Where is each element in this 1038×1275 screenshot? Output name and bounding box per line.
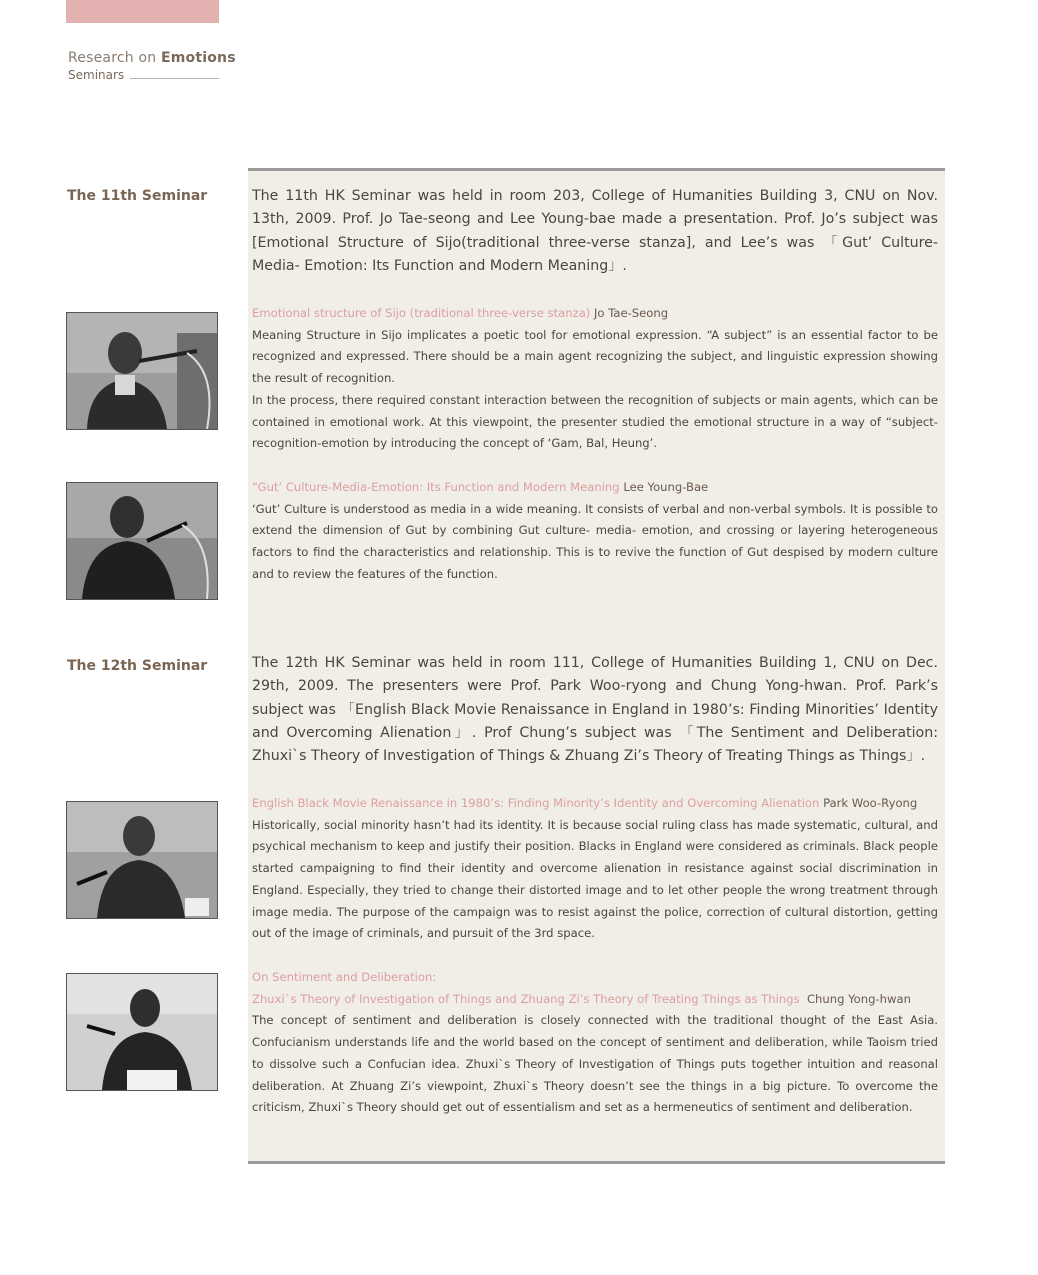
seminar-11-intro: The 11th HK Seminar was held in room 203, College of Humanities Building 3, CNU on Nov. 13th, 2009. Prof. Jo Tae-seong and Lee Young-bae made a presentation. Prof. Jo’s subject was [Emotional Structure of Sijo(traditional three-verse stanza], and Lee’s was 「Gut’ Culture- Media- Emotion: Its Function and Modern Meaning」. xyxy=(252,188,938,274)
brand-divider xyxy=(130,78,219,79)
brand-title xyxy=(68,50,236,66)
brand-strong: Emotions xyxy=(160,50,236,66)
talk-paragraph: In the process, there required constant interaction between the recognition of subjects or main agents, which can be contained in emotional work. At this viewpoint, the presenter studied the emotional structure in a way of “subject-recognition-emotion by introducing the concept of ‘Gam, Bal, Heung’. xyxy=(252,392,938,451)
seminar-12-talk-1 xyxy=(252,793,938,945)
seminar-12-label: The 12th Seminar xyxy=(67,658,208,674)
talk-title-line1: On Sentiment and Deliberation: xyxy=(252,970,437,984)
talk-speaker: Lee Young-Bae xyxy=(623,480,709,494)
talk-title: “Gut’ Culture-Media-Emotion: Its Function and Modern Meaning xyxy=(252,480,620,494)
brand-sub-row xyxy=(68,68,219,82)
photo-chung-yong-hwan xyxy=(66,973,218,1091)
brand-prefix: Research on xyxy=(68,50,157,66)
talk-paragraph: The concept of sentiment and deliberation is closely connected with the traditional thought of the East Asia. Confucianism understands life and the world based on the concept of sentiment and deliberation, while Taoism tried to dissolve such a Confucian idea. Zhuxi`s Theory of Investigation of Things puts together intuition and reasonal deliberation. At Zhuang Zi’s viewpoint, Zhuxi`s Theory doesn’t see the things in a big picture. To overcome the criticism, Zhuxi`s Theory should get out of essentialism and set as a hermeneutics of sentiment and deliberation. xyxy=(252,1013,938,1115)
seminar-12-talk-2 xyxy=(252,967,938,1119)
talk-speaker: Park Woo-Ryong xyxy=(823,796,918,810)
seminar-12-intro: The 12th HK Seminar was held in room 111, College of Humanities Building 1, CNU on Dec. 29th, 2009. The presenters were Prof. Park Woo-ryong and Chung Yong-hwan. Prof. Park’s subject was 「English Black Movie Renaissance in England in 1980’s: Finding Minorities’ Identity and Overcoming Alienation」. Prof Chung’s subject was 「The Sentiment and Deliberation: Zhuxi`s Theory of Investigation of Things & Zhuang Zi’s Theory of Treating Things as Things」. xyxy=(252,655,938,765)
photo-park-woo-ryong xyxy=(66,801,218,919)
photo-jo-tae-seong xyxy=(66,312,218,430)
talk-title: English Black Movie Renaissance in 1980’s: Finding Minority’s Identity and Overcoming Alienation xyxy=(252,796,820,810)
talk-title: Emotional structure of Sijo (traditional three-verse stanza) xyxy=(252,306,591,320)
brand xyxy=(68,50,236,82)
seminar-11-label: The 11th Seminar xyxy=(67,188,208,204)
brand-sub: Seminars xyxy=(68,68,125,82)
talk-paragraph: ‘Gut’ Culture is understood as media in a wide meaning. It consists of verbal and non-verbal symbols. It is possible to extend the dimension of Gut by combining Gut culture- media- emotion, and crossing or layering heterogeneous factors to find the characteristics and relationship. This is to revive the function of Gut despised by modern culture and to review the features of the function. xyxy=(252,501,938,581)
talk-paragraph: Meaning Structure in Sijo implicates a poetic tool for emotional expression. “A subject” is an essential factor to be recognized and expressed. There should be a main agent recognizing the subject, and linguistic expression showing the result of recognition. xyxy=(252,327,938,386)
talk-speaker: Chung Yong-hwan xyxy=(806,991,911,1006)
seminar-11-talk-2 xyxy=(252,477,938,586)
photo-lee-young-bae xyxy=(66,482,218,600)
talk-speaker: Jo Tae-Seong xyxy=(594,306,669,320)
talk-paragraph: Historically, social minority hasn’t had its identity. It is because social ruling class has made systematic, cultural, and psychical mechanism to keep and justify their position. Blacks in England were considered as criminals. Black people started campaigning to find their identity and overcome alienation in resistance against social discrimination in England. Especially, they tried to change their distorted image and to let other people the wrong treatment through image media. The purpose of the campaign was to resist against the police, correction of cultural distortion, getting out of the image of criminals, and pursuit of the 3rd space. xyxy=(252,817,938,941)
header-color-block xyxy=(66,0,219,23)
talk-title: Zhuxi`s Theory of Investigation of Things and Zhuang Zi’s Theory of Treating Things as Things xyxy=(252,991,800,1006)
seminar-11-talk-1 xyxy=(252,303,938,455)
